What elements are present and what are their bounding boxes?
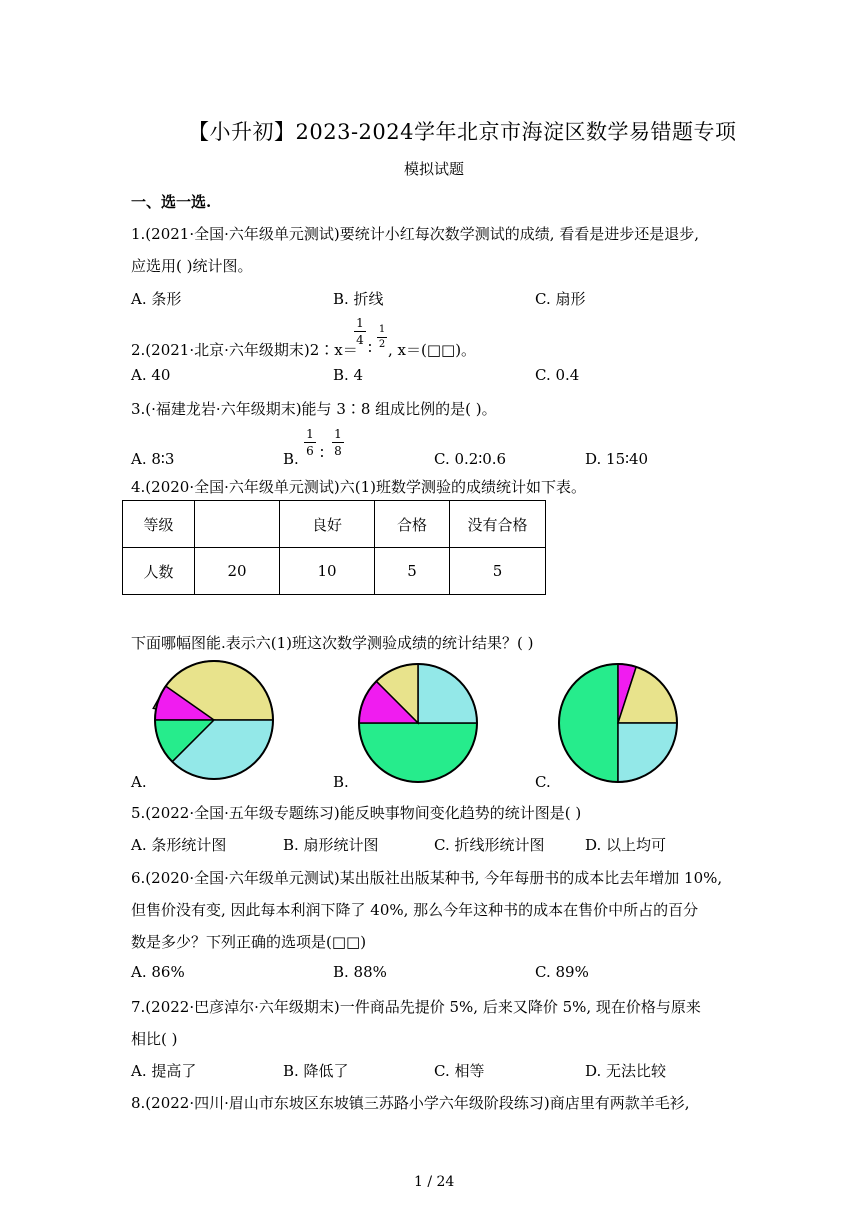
q8-line1: 8.(2022·四川·眉山市东坡区东坡镇三苏路小学六年级阶段练习)商店里有两款羊毛衫, xyxy=(131,1094,690,1112)
grade-table xyxy=(122,500,546,595)
table-cell: 合格 xyxy=(375,501,450,548)
q3-b-frac1-den: 6 xyxy=(306,444,314,458)
q4-stem: 4.(2020·全国·六年级单元测试)六(1)班数学测验的成绩统计如下表。 xyxy=(131,478,586,496)
q2-frac2-num: 1 xyxy=(378,324,386,335)
page-subtitle: 模拟试题 xyxy=(404,160,465,178)
q2-fraction-2 xyxy=(377,325,387,350)
q5-option-a: A. 条形统计图 xyxy=(131,836,227,854)
q3-b-fraction-2 xyxy=(332,428,344,457)
q3-option-c: C. 0.2∶0.6 xyxy=(434,450,507,468)
q5-option-b: B. 扇形统计图 xyxy=(283,836,379,854)
q7-option-b: B. 降低了 xyxy=(283,1062,349,1080)
q3-option-d: D. 15∶40 xyxy=(585,450,649,468)
q2-colon: ∶ xyxy=(368,339,372,357)
q6-option-a: A. 86% xyxy=(131,963,185,981)
q2-frac1-num: 1 xyxy=(356,316,364,330)
q2-option-b: B. 4 xyxy=(333,366,364,384)
q6-option-c: C. 89% xyxy=(535,963,589,981)
pie-c-green-slice xyxy=(559,664,618,782)
table-row xyxy=(123,548,546,595)
page-number: 1 / 24 xyxy=(414,1174,455,1190)
chart-c-label: C. xyxy=(535,773,551,791)
q1-line1: 1.(2021·全国·六年级单元测试)要统计小红每次数学测试的成绩, 看看是进步还是退步, xyxy=(131,225,700,243)
q7-option-a: A. 提高了 xyxy=(131,1062,197,1080)
q2-frac2-den: 2 xyxy=(378,339,386,350)
table-cell: 良好 xyxy=(280,501,375,548)
q3-b-frac2-den: 8 xyxy=(334,444,342,458)
q1-option-b: B. 折线 xyxy=(333,290,384,308)
q2-frac1-den: 4 xyxy=(356,333,364,347)
table-cell xyxy=(195,501,280,548)
chart-b-label: B. xyxy=(333,773,349,791)
q4-question: 下面哪幅图能.表示六(1)班这次数学测验成绩的统计结果？( ) xyxy=(131,634,534,652)
q2-option-a: A. 40 xyxy=(131,366,171,384)
q2-stem-post: , x＝(□□)。 xyxy=(388,341,477,359)
table-cell: 10 xyxy=(280,548,375,595)
q6-line2: 但售价没有变, 因此每本利润下降了 40%, 那么今年这种书的成本在售价中所占的百分 xyxy=(131,901,699,919)
q7-line1: 7.(2022·巴彦淖尔·六年级期末)一件商品先提价 5%, 后来又降价 5%, 现在价格与原来 xyxy=(131,998,701,1016)
table-cell: 没有合格 xyxy=(450,501,546,548)
q5-option-c: C. 折线形统计图 xyxy=(434,836,545,854)
q7-option-c: C. 相等 xyxy=(434,1062,485,1080)
q2-fraction-1 xyxy=(354,317,366,346)
table-row xyxy=(123,501,546,548)
q3-b-fraction-1 xyxy=(304,428,316,457)
q2-option-c: C. 0.4 xyxy=(535,366,580,384)
table-cell: 5 xyxy=(450,548,546,595)
q3-option-a: A. 8∶3 xyxy=(131,450,175,468)
chart-a-label: A. xyxy=(131,773,147,791)
q6-line3: 数是多少？下列正确的选项是(□□) xyxy=(131,933,367,951)
q6-option-b: B. 88% xyxy=(333,963,387,981)
pie-chart-c xyxy=(554,660,684,790)
table-cell: 20 xyxy=(195,548,280,595)
q7-option-d: D. 无法比较 xyxy=(585,1062,667,1080)
table-cell: 人数 xyxy=(123,548,195,595)
pie-b-green-slice xyxy=(359,723,477,782)
table-cell: 5 xyxy=(375,548,450,595)
pie-chart-a xyxy=(150,660,280,790)
page-title: 【小升初】2023-2024学年北京市海淀区数学易错题专项 xyxy=(188,120,737,144)
q7-line2: 相比( ) xyxy=(131,1030,178,1048)
q1-line2: 应选用( )统计图。 xyxy=(131,257,253,275)
q2-stem-pre: 2.(2021·北京·六年级期末)2∶x＝ xyxy=(131,341,358,359)
q3-stem: 3.(·福建龙岩·六年级期末)能与 3∶8 组成比例的是( )。 xyxy=(131,400,497,418)
q3-b-colon: ∶ xyxy=(320,444,324,462)
q6-line1: 6.(2020·全国·六年级单元测试)某出版社出版某种书, 今年每册书的成本比去年增加 10%, xyxy=(131,869,723,887)
table-cell: 等级 xyxy=(123,501,195,548)
q5-option-d: D. 以上均可 xyxy=(585,836,667,854)
q3-b-frac2-num: 1 xyxy=(334,427,342,441)
q5-stem: 5.(2022·全国·五年级专题练习)能反映事物间变化趋势的统计图是( ) xyxy=(131,804,582,822)
q3-option-b-label: B. xyxy=(283,450,299,468)
q1-option-c: C. 扇形 xyxy=(535,290,586,308)
q1-option-a: A. 条形 xyxy=(131,290,182,308)
section-heading: 一、选一选. xyxy=(131,193,212,211)
q3-b-frac1-num: 1 xyxy=(306,427,314,441)
pie-chart-b xyxy=(354,660,484,790)
